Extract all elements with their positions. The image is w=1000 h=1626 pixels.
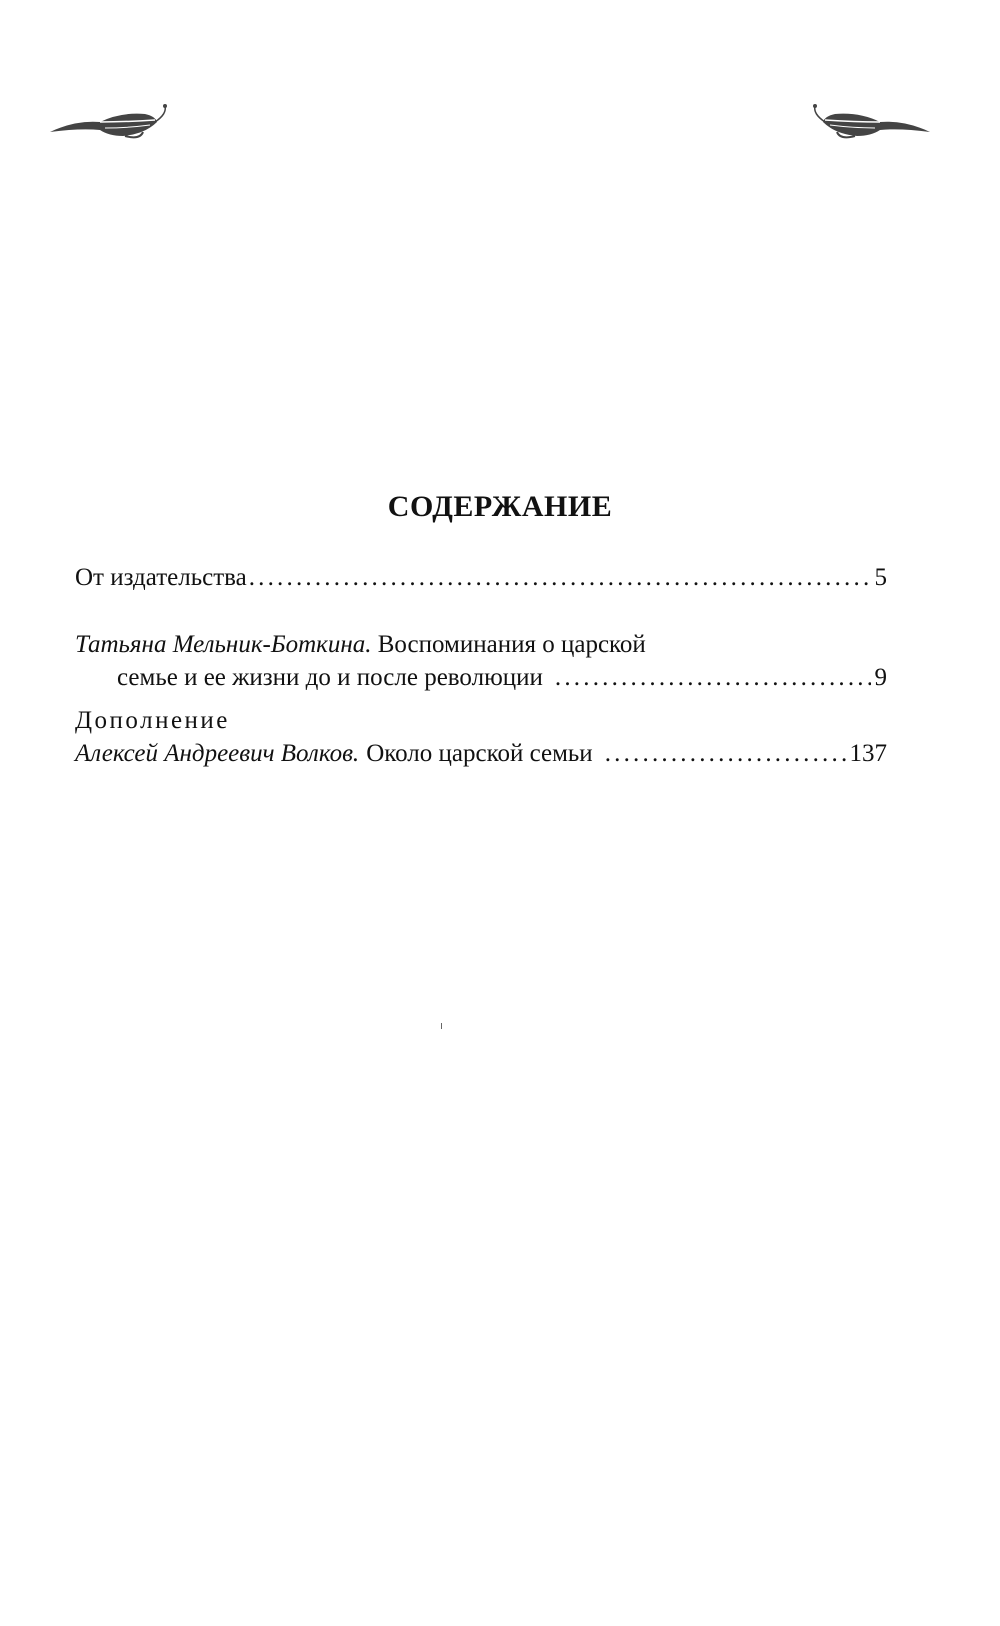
toc-page-number: 5 (874, 564, 887, 591)
dot-leader (605, 737, 846, 770)
toc-entry-volkov (75, 704, 887, 770)
toc-page-number: 9 (874, 664, 887, 691)
toc-page-number: 137 (849, 740, 887, 767)
dot-leader (555, 661, 871, 694)
toc-section-label: Дополнение (75, 707, 230, 734)
leaf-ornament-left-icon (45, 92, 195, 152)
toc-entry-title: Воспоминания о царской (377, 631, 646, 658)
dot-leader (249, 561, 871, 594)
toc-entry-publisher (75, 561, 887, 594)
print-speck (441, 1023, 442, 1029)
toc-entry-title: От издательства (75, 564, 247, 591)
leaf-ornament-right-icon (785, 92, 935, 152)
toc-entry-author: Татьяна Мельник-Боткина. (75, 631, 372, 658)
toc-entry-title: Около царской семьи (366, 740, 593, 767)
page-title: СОДЕРЖАНИЕ (387, 490, 613, 523)
toc-entry-botkina (75, 628, 887, 694)
toc-entry-title-continued: семье и ее жизни до и после революции (117, 664, 543, 691)
toc-entry-author: Алексей Андреевич Волков. (75, 740, 360, 767)
